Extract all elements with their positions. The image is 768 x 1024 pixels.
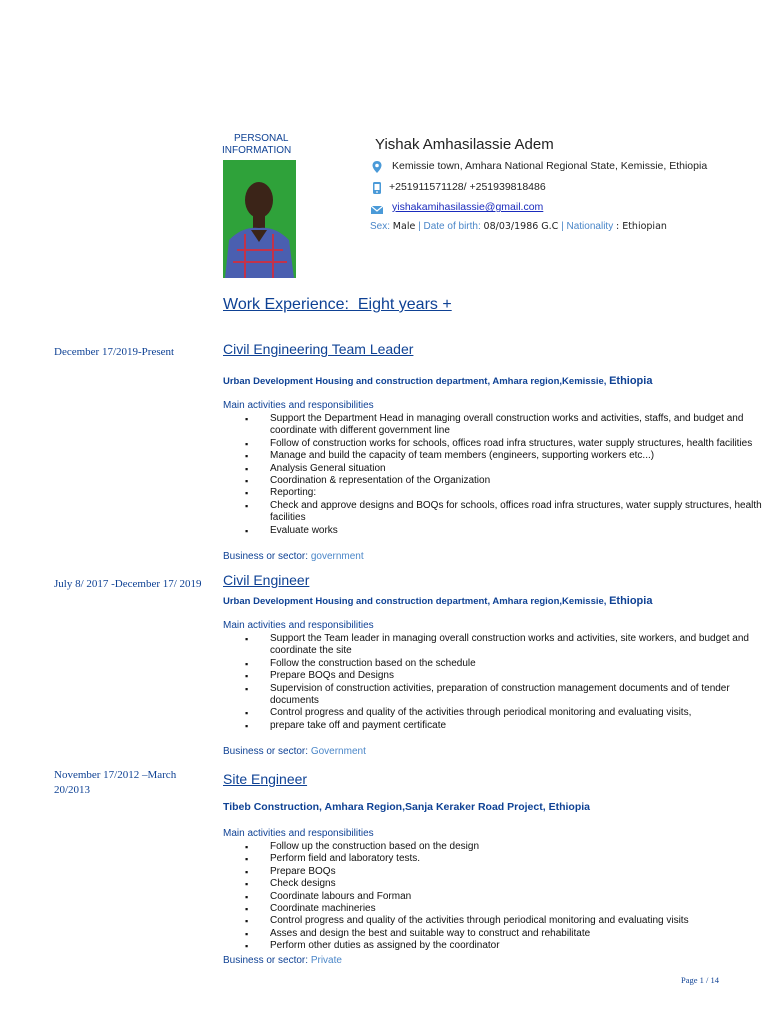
sex-label: Sex: bbox=[370, 221, 391, 232]
sector-value: Government bbox=[310, 746, 366, 757]
list-item: ▪ Prepare BOQs bbox=[253, 866, 768, 878]
page-number: Page 1 / 14 bbox=[681, 975, 720, 985]
list-item: ▪ Check and approve designs and BOQs for schools, offices road infra structures, water supply structures, health facilities bbox=[253, 500, 768, 525]
job-2-sector bbox=[223, 746, 366, 757]
phone-icon bbox=[370, 181, 384, 195]
job-3-sector bbox=[223, 955, 342, 966]
list-item: ▪ Analysis General situation bbox=[253, 463, 768, 475]
list-item: ▪ Coordination & representation of the Organization bbox=[253, 475, 768, 487]
list-item: ▪ Supervision of construction activities, preparation of construction management documents and of tender documents bbox=[253, 683, 768, 708]
address-text: Kemissie town, Amhara National Regional State, Kemissie, Ethiopia bbox=[392, 160, 708, 172]
job-2-activities-label: Main activities and responsibilities bbox=[223, 620, 374, 631]
sector-label: Business or sector: bbox=[223, 746, 309, 757]
label-line2: INFORMATION bbox=[222, 145, 292, 156]
job-1-org-name: Urban Development Housing and construction department, Amhara region,Kemissie, bbox=[223, 376, 610, 387]
job-1-activities-label: Main activities and responsibilities bbox=[223, 400, 374, 411]
job-1-activities bbox=[253, 413, 768, 537]
phone-text: +251911571128/ +251939818486 bbox=[389, 181, 546, 193]
list-item: ▪ Prepare BOQs and Designs bbox=[253, 670, 768, 682]
list-item: ▪ Control progress and quality of the activities through periodical monitoring and evaluating visits bbox=[253, 915, 768, 927]
sector-label: Business or sector: bbox=[223, 551, 309, 562]
person-name: Yishak Amhasilassie Adem bbox=[375, 136, 554, 153]
list-item: ▪ Follow the construction based on the schedule bbox=[253, 658, 768, 670]
job-3-org bbox=[223, 801, 590, 813]
job-1-title: Civil Engineering Team Leader bbox=[223, 341, 414, 357]
job-2-activities bbox=[253, 633, 768, 732]
job-3-activities bbox=[253, 841, 768, 953]
job-2-org-name: Urban Development Housing and construction department, Amhara region,Kemissie, bbox=[223, 596, 610, 607]
label-line1: PERSONAL bbox=[234, 133, 289, 144]
job-2-dates: July 8/ 2017 -December 17/ 2019 bbox=[54, 578, 202, 590]
list-item: ▪ Perform field and laboratory tests. bbox=[253, 853, 768, 865]
email-icon bbox=[370, 203, 384, 217]
nationality-label: Nationality bbox=[566, 221, 614, 232]
list-item: ▪ Check designs bbox=[253, 878, 768, 890]
job-3-dates: November 17/2012 –March 20/2013 bbox=[54, 769, 177, 796]
job-2-org bbox=[223, 595, 652, 607]
profile-photo bbox=[223, 160, 296, 278]
portrait-illustration bbox=[223, 160, 296, 278]
sector-value: Private bbox=[310, 955, 342, 966]
job-3-title: Site Engineer bbox=[223, 771, 308, 787]
list-item: ▪ prepare take off and payment certificate bbox=[253, 720, 768, 732]
sector-label: Business or sector: bbox=[223, 955, 309, 966]
job-1-dates: December 17/2019-Present bbox=[54, 346, 175, 358]
dob-value: 08/03/1986 G.C bbox=[483, 221, 559, 232]
work-experience-heading: Work Experience: Eight years + bbox=[223, 296, 452, 313]
list-item: ▪ Coordinate machineries bbox=[253, 903, 768, 915]
nationality-value: : Ethiopian bbox=[615, 221, 667, 232]
personal-details-line bbox=[370, 221, 667, 232]
job-3-org-name: Tibeb Construction, Amhara Region,Sanja Keraker Road Project, Ethiopia bbox=[223, 801, 590, 813]
sector-value: government bbox=[310, 551, 364, 562]
job-1-sector bbox=[223, 551, 364, 562]
job-1-org bbox=[223, 375, 652, 387]
sex-value: Male bbox=[392, 221, 416, 232]
personal-section-label bbox=[222, 133, 312, 157]
job-1-org-country: Ethiopia bbox=[609, 375, 653, 387]
list-item: ▪ Follow of construction works for schools, offices road infra structures, water supply structures, health facilities bbox=[253, 438, 768, 450]
list-item: ▪ Evaluate works bbox=[253, 525, 768, 537]
list-item: ▪ Follow up the construction based on the design bbox=[253, 841, 768, 853]
list-item: ▪ Support the Department Head in managing overall construction works and activities, staffs, and budget and coordinate with different government line bbox=[253, 413, 768, 438]
email-link[interactable]: yishakamihasilassie@gmail.com bbox=[392, 201, 544, 213]
location-pin-icon bbox=[370, 160, 384, 174]
list-item: ▪ Perform other duties as assigned by the coordinator bbox=[253, 940, 768, 952]
job-3-activities-label: Main activities and responsibilities bbox=[223, 828, 374, 839]
list-item: ▪ Control progress and quality of the activities through periodical monitoring and evaluating visits, bbox=[253, 707, 768, 719]
sep-2: | bbox=[561, 221, 564, 232]
list-item: ▪ Asses and design the best and suitable way to construct and rehabilitate bbox=[253, 928, 768, 940]
job-2-title: Civil Engineer bbox=[223, 572, 310, 588]
dob-label: Date of birth: bbox=[423, 221, 481, 232]
job-2-org-country: Ethiopia bbox=[609, 595, 653, 607]
list-item: ▪ Coordinate labours and Forman bbox=[253, 891, 768, 903]
list-item: ▪ Reporting: bbox=[253, 487, 768, 499]
sep-1: | bbox=[418, 221, 421, 232]
list-item: ▪ Manage and build the capacity of team members (engineers, supporting workers etc...) bbox=[253, 450, 768, 462]
list-item: ▪ Support the Team leader in managing overall construction works and activities, site workers, and budget and coordinate the site bbox=[253, 633, 768, 658]
